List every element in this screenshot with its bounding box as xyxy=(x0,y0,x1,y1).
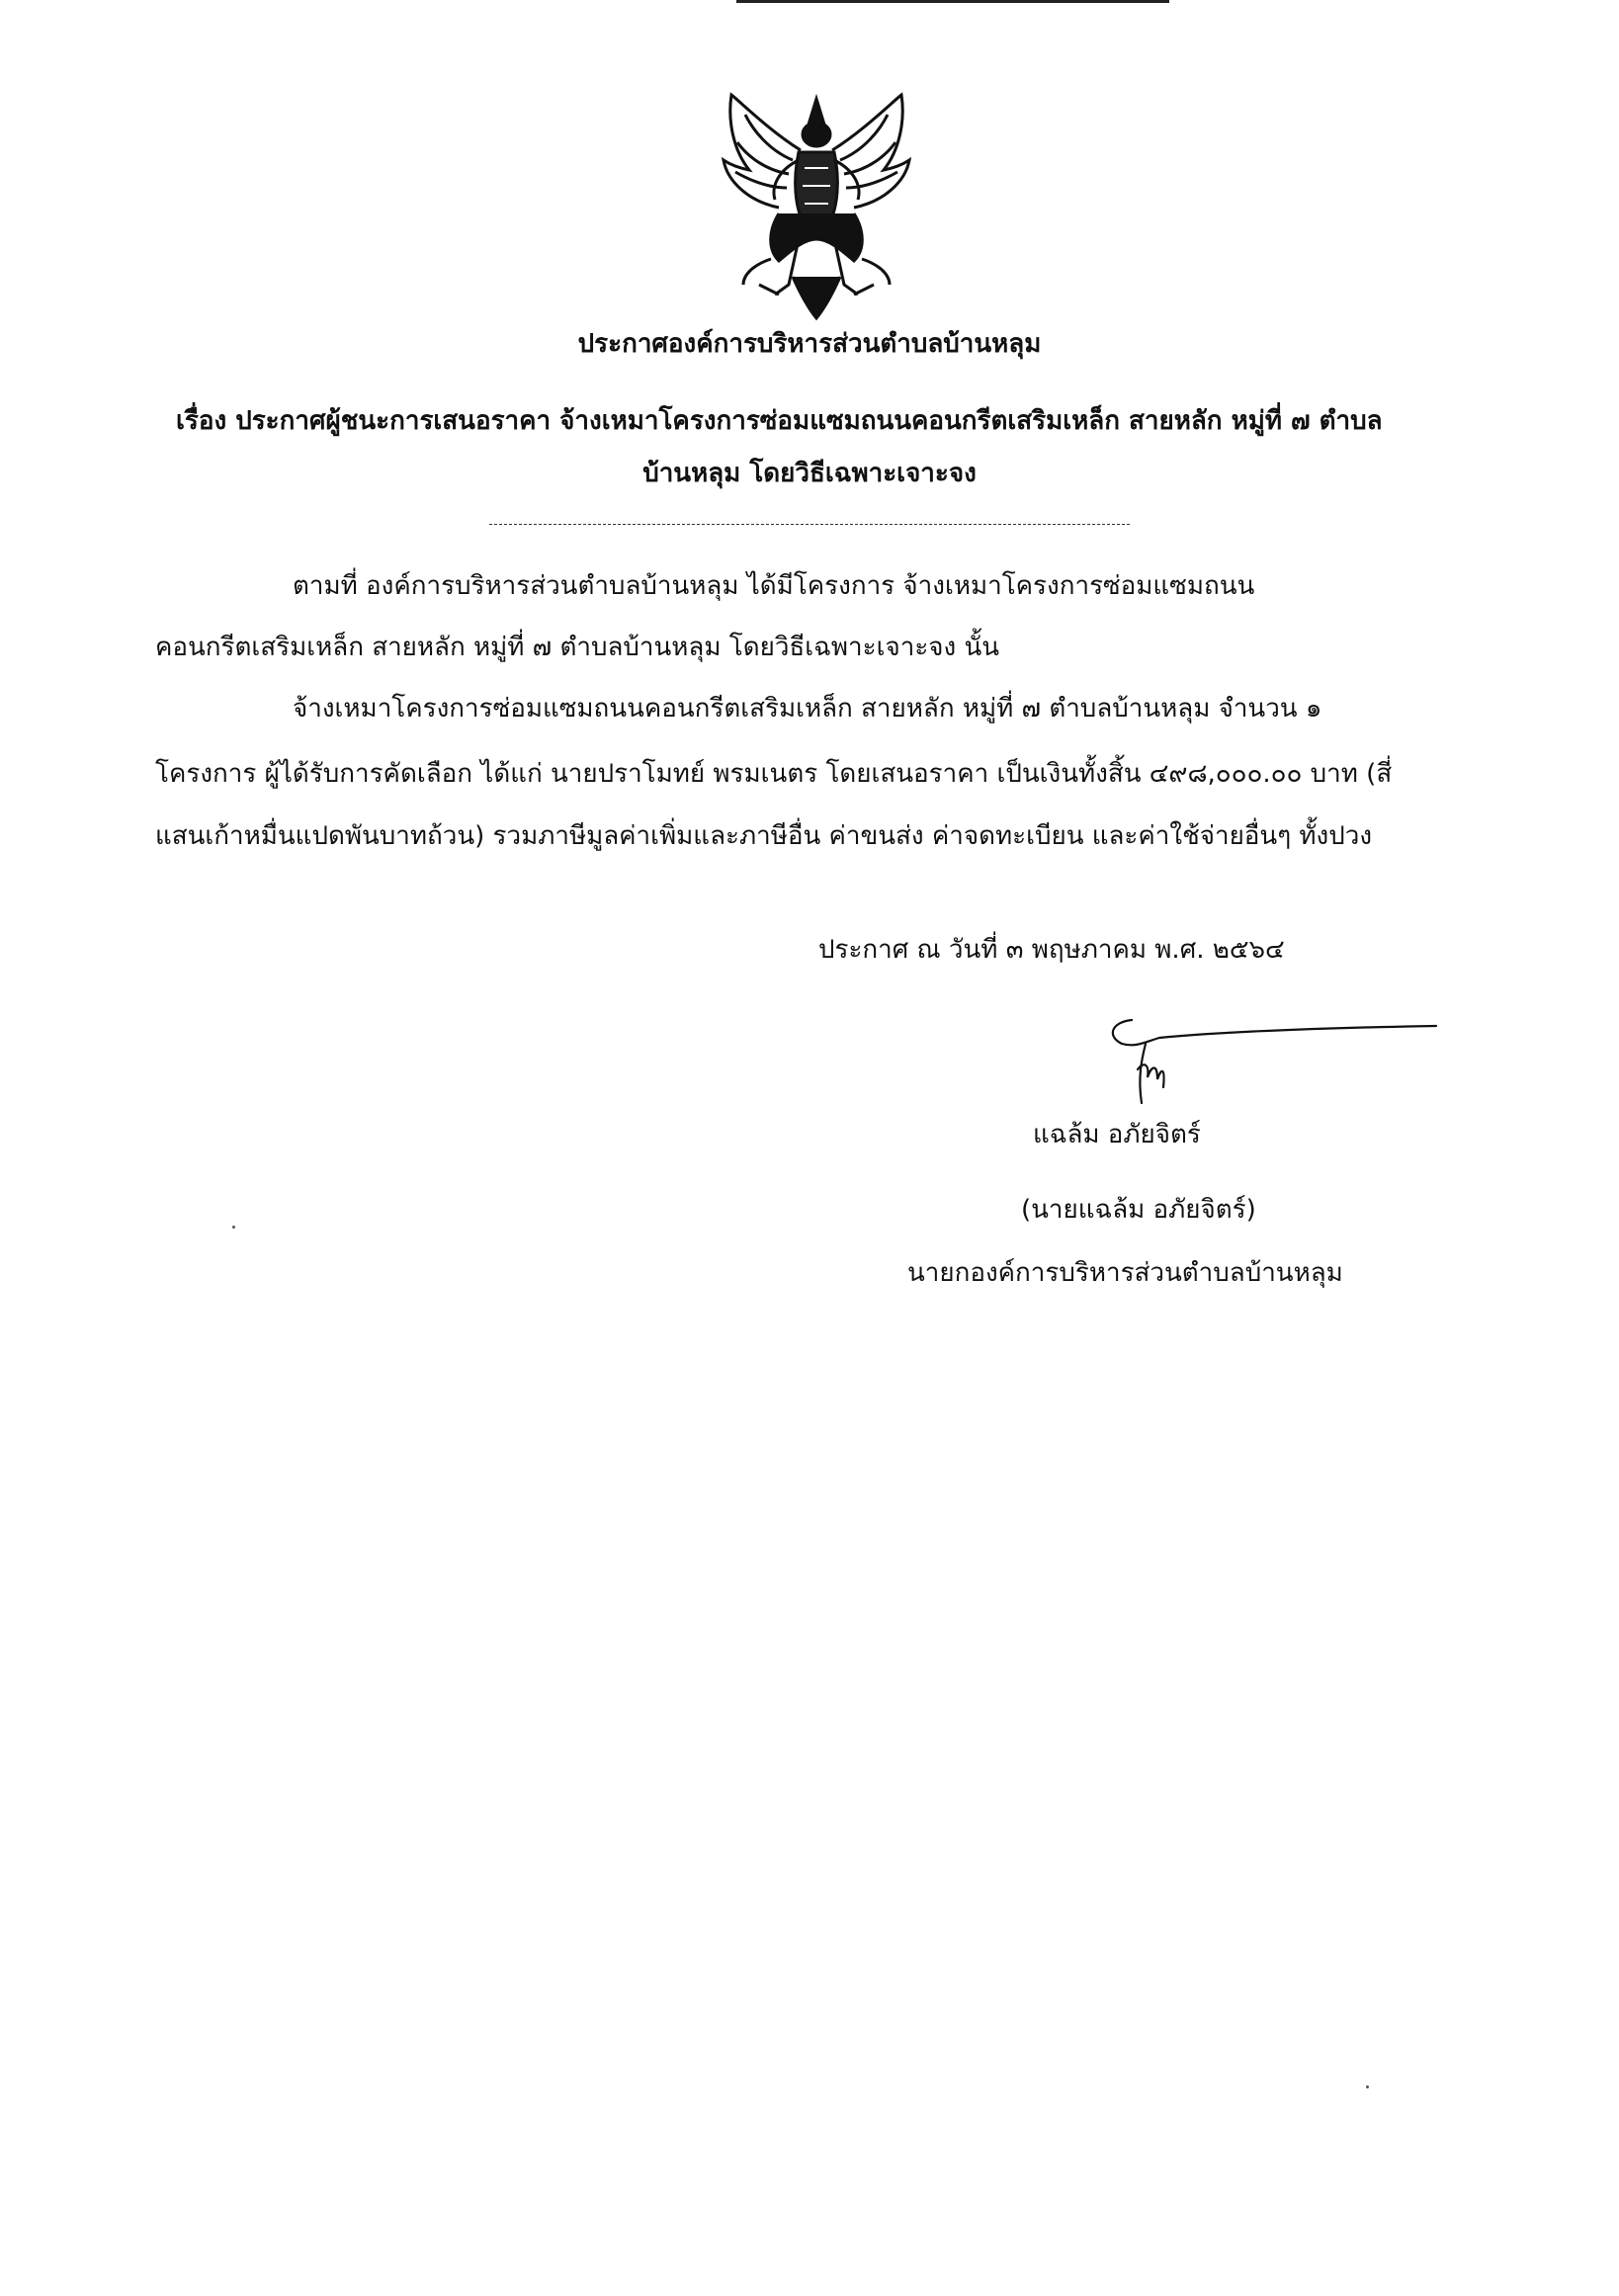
paragraph-2-line-2: โครงการ ผู้ได้รับการคัดเลือก ได้แก่ นายปราโมทย์ พรมเนตร โดยเสนอราคา เป็นเงินทั้งสิ้น ๔๙๘,๐๐๐.๐๐ บาท (สี่ xyxy=(155,759,1393,789)
scan-speck xyxy=(232,1226,235,1229)
paragraph-1-line-1: ตามที่ องค์การบริหารส่วนตำบลบ้านหลุม ได้มีโครงการ จ้างเหมาโครงการซ่อมแซมถนน xyxy=(293,571,1255,601)
signer-full-name: (นายแฉล้ม อภัยจิตร์) xyxy=(1021,1195,1256,1225)
document-title: ประกาศองค์การบริหารส่วนตำบลบ้านหลุม xyxy=(577,329,1042,359)
handwritten-signature-icon xyxy=(1102,1008,1438,1117)
signer-position: นายกองค์การบริหารส่วนตำบลบ้านหลุม xyxy=(907,1258,1343,1288)
announcement-date: ประกาศ ณ วันที่ ๓ พฤษภาคม พ.ศ. ๒๕๖๔ xyxy=(818,935,1285,965)
subject-line-2: บ้านหลุม โดยวิธีเฉพาะเจาะจง xyxy=(642,459,977,488)
top-scan-rule xyxy=(736,0,1169,3)
paragraph-2-line-3: แสนเก้าหมื่นแปดพันบาทถ้วน) รวมภาษีมูลค่าเพิ่มและภาษีอื่น ค่าขนส่ง ค่าจดทะเบียน และค่าใช้จ่ายอื่นๆ ทั้งปวง xyxy=(155,821,1373,851)
paragraph-1-line-2: คอนกรีตเสริมเหล็ก สายหลัก หมู่ที่ ๗ ตำบลบ้านหลุม โดยวิธีเฉพาะเจาะจง นั้น xyxy=(155,633,1000,662)
header-divider xyxy=(489,524,1130,525)
paragraph-2-line-1: จ้างเหมาโครงการซ่อมแซมถนนคอนกรีตเสริมเหล็ก สายหลัก หมู่ที่ ๗ ตำบลบ้านหลุม จำนวน ๑ xyxy=(293,694,1322,723)
subject-line-1: เรื่อง ประกาศผู้ชนะการเสนอราคา จ้างเหมาโครงการซ่อมแซมถนนคอนกรีตเสริมเหล็ก สายหลัก หมู่ที่ ๗ ตำบล xyxy=(176,406,1383,436)
signer-name: แฉล้ม อภัยจิตร์ xyxy=(1033,1120,1201,1149)
garuda-emblem-icon xyxy=(710,91,923,322)
scan-speck xyxy=(1366,2085,1369,2088)
